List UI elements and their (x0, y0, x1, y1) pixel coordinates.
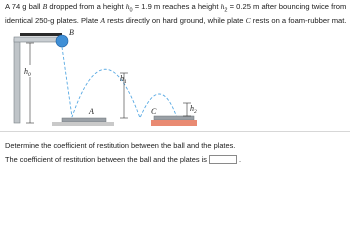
problem-text-5: rests directly on hard ground, while plate (105, 15, 246, 25)
plate-a-label: A (89, 107, 94, 116)
h0-subscript: 0 (129, 7, 133, 14)
support-top-bar (20, 33, 62, 36)
problem-text-2: dropped from a height (47, 2, 126, 11)
restitution-answer-input[interactable] (209, 155, 237, 164)
answer-suffix: . (239, 155, 242, 164)
question-text: Determine the coefficient of restitution between the ball and the plates. (5, 141, 236, 150)
section-divider (0, 131, 350, 132)
foam-rubber-mat (151, 120, 197, 126)
problem-text-6: rests on a foam-rubber mat. (250, 15, 347, 25)
answer-row (5, 155, 241, 164)
problem-statement (5, 2, 347, 26)
h2-variable: h (220, 2, 225, 11)
h2-label: $h_2$ (190, 104, 197, 115)
h2-subscript: 2 (224, 7, 228, 14)
h1-label: $h_1$ (120, 74, 127, 85)
plate-c-label: C (151, 107, 157, 116)
h0-variable: h (125, 2, 130, 11)
bouncing-ball-diagram (0, 27, 350, 127)
plate-a (62, 118, 106, 122)
ball-variable: B (42, 2, 48, 11)
ball-b (56, 35, 68, 47)
ball-b-label: B (69, 28, 74, 37)
problem-text-4: = 0.25 m after bouncing twice from identical 250-g plates. Plate (5, 2, 347, 25)
hard-ground (52, 122, 114, 126)
plate-c (154, 116, 194, 120)
support-pole (14, 39, 20, 123)
problem-text-1: A 74 g ball (5, 2, 43, 11)
h0-label: $h_0$ (24, 67, 31, 78)
plate-c-variable: C (245, 15, 251, 25)
plate-a-variable: A (100, 15, 106, 25)
problem-text-3: = 1.9 m reaches a height (132, 2, 221, 11)
answer-label: The coefficient of restitution between the ball and the plates is (5, 155, 208, 164)
